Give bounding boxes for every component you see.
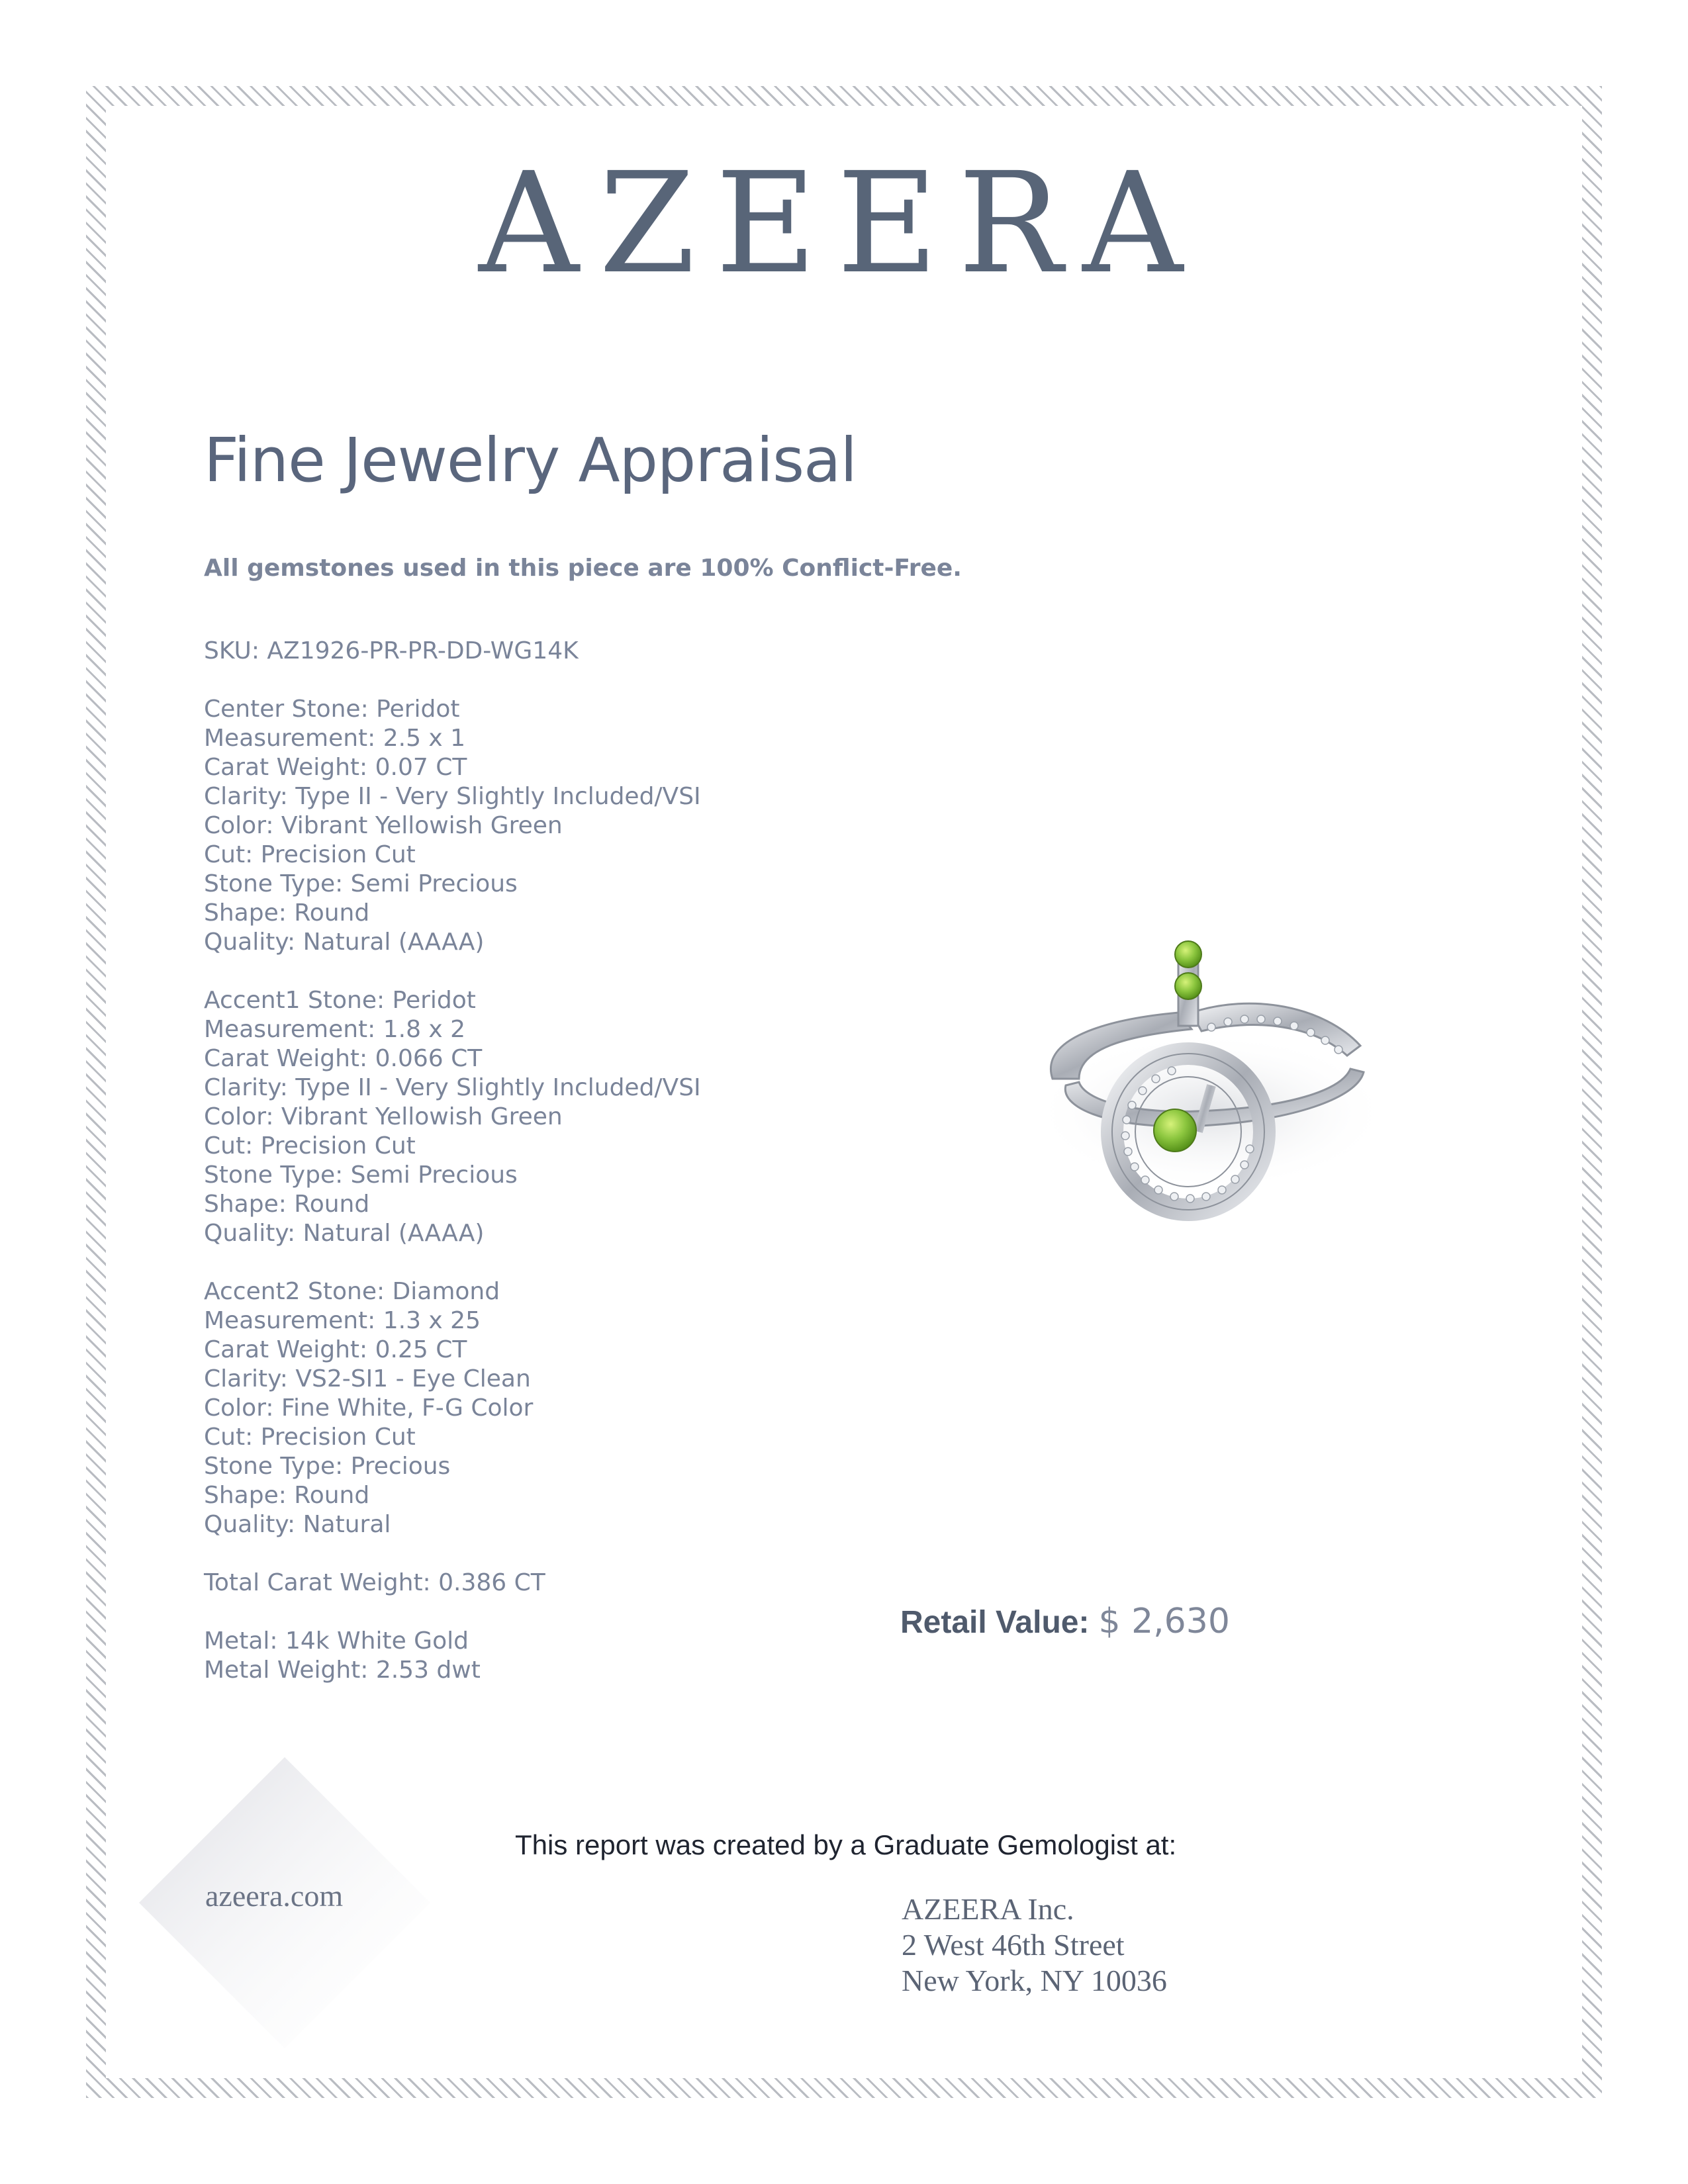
accent2-cut-line: Cut: Precision Cut (204, 1424, 416, 1451)
center-measurement-line: Measurement: 2.5 x 1 (204, 725, 466, 752)
center-clarity-line: Clarity: Type II - Very Slightly Included/VSI (204, 783, 701, 810)
brand-logo-text: AZEERA (479, 142, 1203, 304)
page-title: Fine Jewelry Appraisal (204, 425, 857, 496)
brand-logo (479, 142, 1203, 304)
accent1-quality-line: Quality: Natural (AAAA) (204, 1220, 485, 1247)
retail-value-label: Retail Value: (900, 1605, 1090, 1640)
accent2-shape-line: Shape: Round (204, 1482, 370, 1509)
center-stone-line: Center Stone: Peridot (204, 696, 460, 723)
center-shape-line: Shape: Round (204, 899, 370, 927)
metal-line: Metal: 14k White Gold (204, 1627, 469, 1655)
center-color-line: Color: Vibrant Yellowish Green (204, 812, 563, 839)
accent1-measurement-line: Measurement: 1.8 x 2 (204, 1016, 466, 1043)
accent2-color-line: Color: Fine White, F-G Color (204, 1394, 534, 1422)
accent2-stone-type-line: Stone Type: Precious (204, 1453, 451, 1480)
ring-image (1013, 913, 1403, 1218)
accent1-shape-line: Shape: Round (204, 1191, 370, 1218)
accent2-carat-line: Carat Weight: 0.25 CT (204, 1336, 467, 1363)
address-line-city: New York, NY 10036 (902, 1964, 1167, 1997)
retail-value-amount: $ 2,630 (1098, 1602, 1230, 1641)
address-line-company: AZEERA Inc. (902, 1892, 1074, 1926)
company-address (902, 1891, 1167, 1999)
accent1-stone-type-line: Stone Type: Semi Precious (204, 1161, 518, 1189)
accent2-clarity-line: Clarity: VS2-SI1 - Eye Clean (204, 1365, 531, 1392)
accent2-stone-line: Accent2 Stone: Diamond (204, 1278, 500, 1305)
accent1-carat-line: Carat Weight: 0.066 CT (204, 1045, 483, 1072)
accent2-quality-line: Quality: Natural (204, 1511, 391, 1538)
conflict-free-note: All gemstones used in this piece are 100% Conflict-Free. (204, 555, 962, 582)
accent1-color-line: Color: Vibrant Yellowish Green (204, 1103, 563, 1130)
metal-weight-line: Metal Weight: 2.53 dwt (204, 1657, 481, 1684)
accent2-measurement-line: Measurement: 1.3 x 25 (204, 1307, 481, 1334)
accent1-clarity-line: Clarity: Type II - Very Slightly Included/VSI (204, 1074, 701, 1101)
specs-list (204, 637, 701, 1685)
report-note: This report was created by a Graduate Gemologist at: (515, 1829, 1177, 1860)
accent1-stone-line: Accent1 Stone: Peridot (204, 987, 476, 1014)
total-carat-line: Total Carat Weight: 0.386 CT (204, 1569, 545, 1596)
accent1-cut-line: Cut: Precision Cut (204, 1132, 416, 1160)
address-line-street: 2 West 46th Street (902, 1928, 1125, 1962)
retail-value (900, 1604, 1230, 1639)
center-cut-line: Cut: Precision Cut (204, 841, 416, 868)
center-carat-line: Carat Weight: 0.07 CT (204, 754, 467, 781)
website-link[interactable]: azeera.com (205, 1879, 344, 1913)
sku-line: SKU: AZ1926-PR-PR-DD-WG14K (204, 637, 579, 664)
center-quality-line: Quality: Natural (AAAA) (204, 929, 485, 956)
center-stone-type-line: Stone Type: Semi Precious (204, 870, 518, 897)
